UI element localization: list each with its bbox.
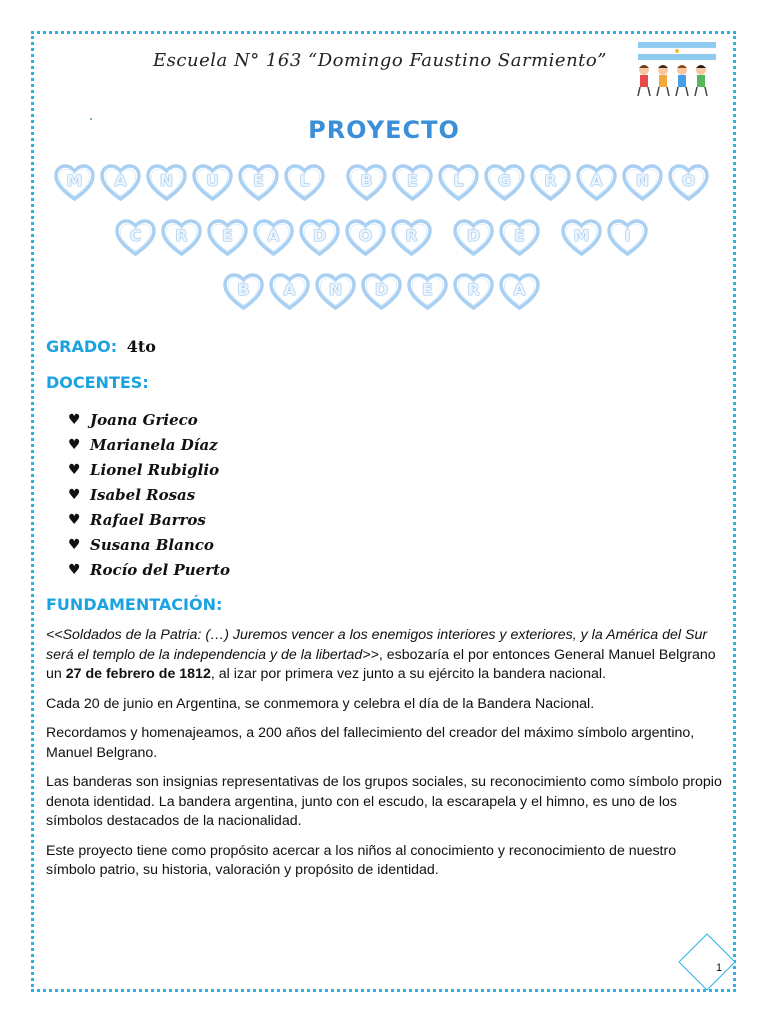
grado-value: 4to [126, 337, 156, 356]
heart-letter [668, 164, 709, 202]
heart-letter [576, 164, 617, 202]
heart-letter [499, 219, 540, 257]
heart-letter-char: O [358, 226, 373, 245]
list-item [68, 533, 230, 558]
heart-bullet-icon: ♥ [68, 562, 81, 578]
heart-letter-char: N [328, 280, 343, 299]
heart-letter-char: A [513, 280, 526, 299]
heart-word [54, 164, 330, 202]
heart-letter [484, 164, 525, 202]
fundamentacion-heading: FUNDAMENTACIÓN: [46, 595, 223, 614]
heart-letter-char: E [407, 171, 418, 190]
heart-letter-char: A [283, 280, 296, 299]
heart-letter-char: R [405, 226, 418, 245]
heart-letter [453, 273, 494, 311]
heart-bullet-icon: ♥ [68, 437, 81, 453]
heart-letter-char: C [129, 226, 142, 245]
heart-letter [499, 273, 540, 311]
docentes-heading: DOCENTES: [46, 373, 149, 392]
heart-bullet-icon: ♥ [68, 537, 81, 553]
heart-letter-char: M [573, 226, 590, 245]
heart-bullet-icon: ♥ [68, 412, 81, 428]
heart-letter-char: D [312, 226, 327, 245]
heart-letter [391, 219, 432, 257]
heart-letter [346, 164, 387, 202]
heart-title-row-1 [0, 164, 768, 202]
heart-letter [54, 164, 95, 202]
heart-letter-char: L [453, 171, 464, 190]
docente-name: Rafael Barros [90, 511, 206, 529]
date-highlight: 27 de febrero de 1812 [65, 666, 211, 682]
heart-letter [299, 219, 340, 257]
heart-letter-char: E [422, 280, 433, 299]
docente-name: Marianela Díaz [90, 436, 218, 454]
kids-with-flag-illustration [630, 38, 722, 98]
heart-letter [223, 273, 264, 311]
heart-word [561, 219, 653, 257]
heart-letter [284, 164, 325, 202]
heart-letter-char: D [374, 280, 389, 299]
heart-letter [100, 164, 141, 202]
docente-name: Susana Blanco [90, 536, 214, 554]
docente-name: Joana Grieco [90, 411, 198, 429]
heart-letter [207, 219, 248, 257]
heart-letter [192, 164, 233, 202]
docente-name: Rocío del Puerto [90, 561, 231, 579]
heart-letter-char: E [222, 226, 233, 245]
heart-letter [561, 219, 602, 257]
heart-letter-char: M [66, 171, 83, 190]
paragraph: Cada 20 de junio en Argentina, se conmemora y celebra el día de la Bandera Nacional. [46, 695, 595, 712]
heart-letter-char: B [360, 171, 373, 190]
paragraph-text: , esbozaría el por entonces General Manuel Belgrano un [46, 646, 716, 682]
heart-letter-char: N [159, 171, 174, 190]
list-item [68, 408, 230, 433]
page-number: 1 [715, 962, 723, 974]
grado-heading [46, 337, 156, 356]
heart-letter-char: A [590, 171, 603, 190]
heart-word [115, 219, 437, 257]
paragraph-text: , al izar por primera vez junto a su ejército la bandera nacional. [210, 666, 606, 682]
docentes-list [68, 408, 230, 583]
paragraph-quote [46, 626, 722, 685]
heart-letter [392, 164, 433, 202]
heart-word [453, 219, 545, 257]
heart-letter-char: O [681, 171, 696, 190]
fundamentacion-body [46, 626, 722, 891]
heart-letter-char: E [514, 226, 525, 245]
heart-letter-char: R [175, 226, 188, 245]
grado-label: GRADO: [46, 337, 118, 356]
heart-letter-char: N [635, 171, 650, 190]
belgrano-quote: <<Soldados de la Patria: (…) Juremos vencer a los enemigos interiores y exteriores, y la América del Sur será el templo de la independencia y de la libertad>> [46, 627, 708, 663]
heart-letter [453, 219, 494, 257]
paragraph: Recordamos y homenajeamos, a 200 años del fallecimiento del creador del máximo símbolo argentino, Manuel Belgrano. [46, 725, 695, 761]
heart-letter [607, 219, 648, 257]
school-name: Escuela N° 163 “Domingo Faustino Sarmiento” [153, 50, 607, 71]
heart-bullet-icon: ♥ [68, 462, 81, 478]
heart-word [223, 273, 545, 311]
heart-letter [161, 219, 202, 257]
heart-letter [238, 164, 279, 202]
paragraph: Las banderas son insignias representativas de los grupos sociales, su reconocimiento como símbolo propio denota identidad. La bandera argentina, junto con el escudo, la escarapela y el himno, es uno de los símbolos destacados de la nacionalidad. [46, 774, 722, 829]
heart-letter [315, 273, 356, 311]
project-title: PROYECTO [308, 116, 460, 144]
heart-title-row-3 [0, 273, 768, 311]
heart-letter-char: R [544, 171, 557, 190]
list-item [68, 433, 230, 458]
heart-letter [115, 219, 156, 257]
list-item [68, 508, 230, 533]
list-item [68, 483, 230, 508]
heart-letter [530, 164, 571, 202]
heart-letter-char: U [206, 171, 219, 190]
heart-letter [622, 164, 663, 202]
heart-letter [253, 219, 294, 257]
heart-letter-char: G [497, 171, 512, 190]
heart-letter-char: R [467, 280, 480, 299]
page-number-badge [677, 932, 737, 992]
heart-letter-char: A [114, 171, 127, 190]
heart-letter-char: I [624, 226, 631, 245]
heart-letter [438, 164, 479, 202]
heart-letter-char: D [466, 226, 481, 245]
heart-bullet-icon: ♥ [68, 487, 81, 503]
heart-letter [269, 273, 310, 311]
heart-letter-char: A [267, 226, 280, 245]
heart-letter [407, 273, 448, 311]
list-item [68, 458, 230, 483]
heart-word [346, 164, 714, 202]
heart-letter [361, 273, 402, 311]
heart-title-row-2 [0, 219, 768, 257]
heart-letter [146, 164, 187, 202]
heart-bullet-icon: ♥ [68, 512, 81, 528]
paragraph: Este proyecto tiene como propósito acercar a los niños al conocimiento y reconocimiento de nuestro símbolo patrio, su historia, valoración y propósito de identidad. [46, 842, 677, 878]
docente-name: Isabel Rosas [90, 486, 196, 504]
heart-letter-char: L [299, 171, 310, 190]
heart-letter-char: B [237, 280, 250, 299]
docente-name: Lionel Rubiglio [90, 461, 220, 479]
list-item [68, 558, 230, 583]
heart-letter [345, 219, 386, 257]
heart-letter-char: E [253, 171, 264, 190]
